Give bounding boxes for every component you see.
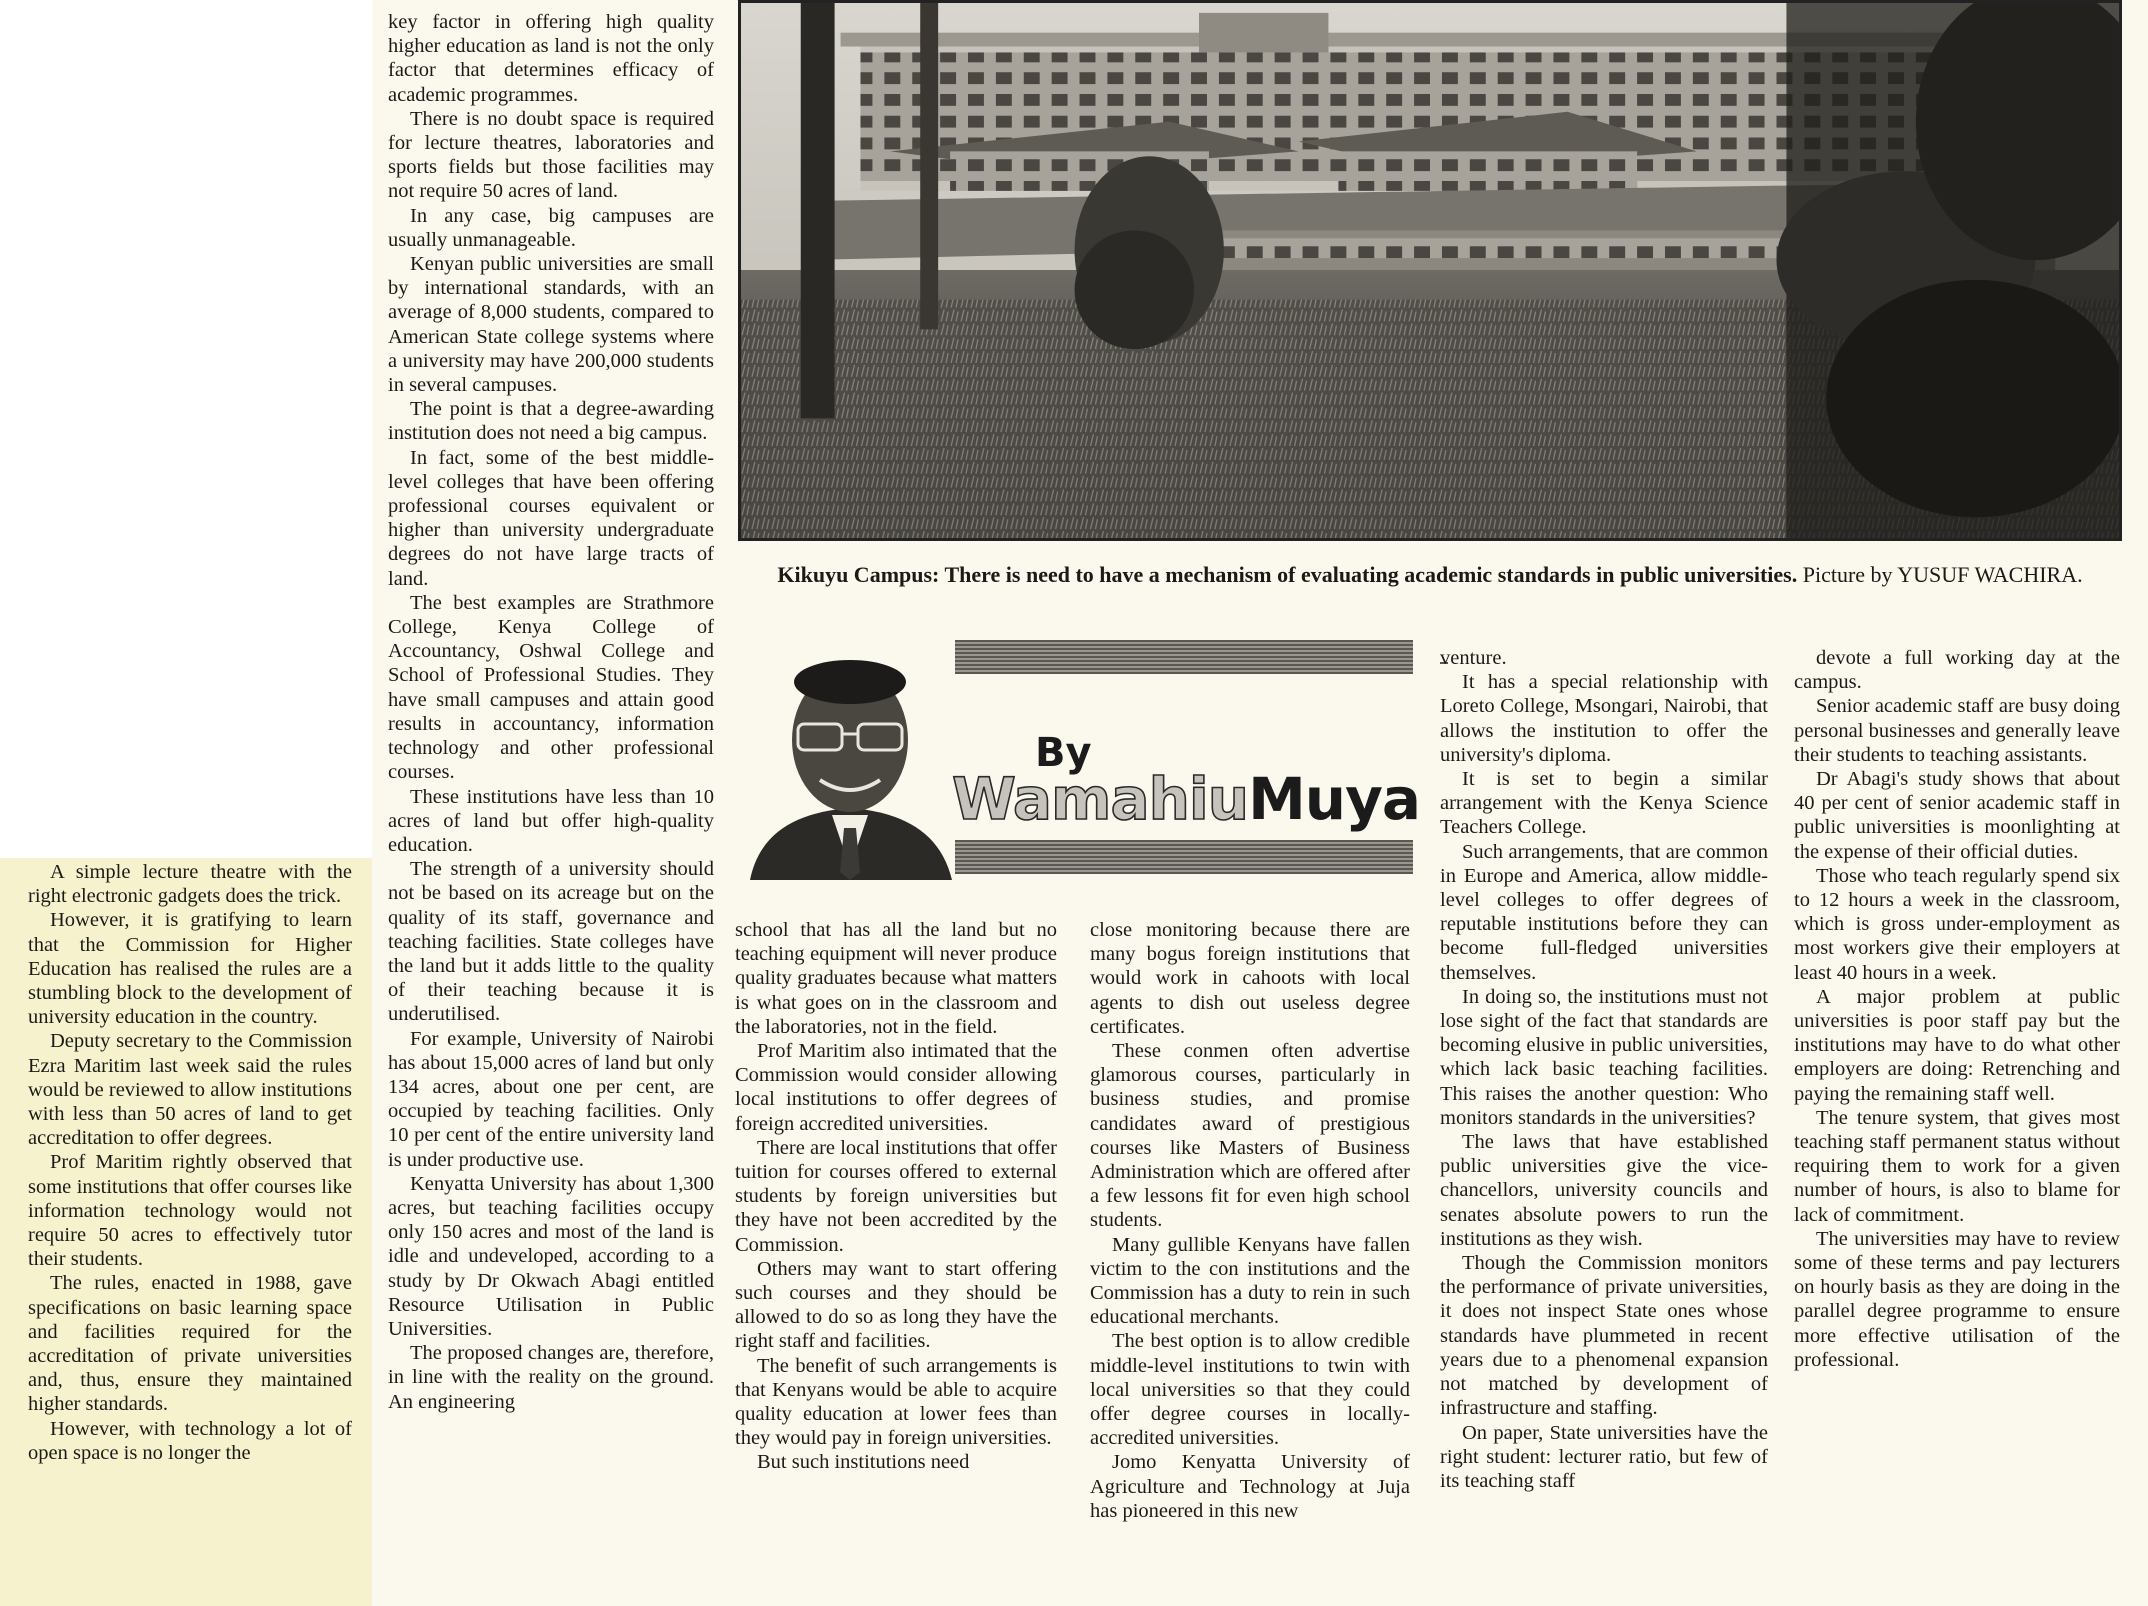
col6-paragraph: A major problem at public universities is poor staff pay but the institutions may have to do what other employers are doing: Retrenching and paying the remaining staff well. <box>1794 985 2120 1105</box>
col3-paragraph: school that has all the land but no teaching equipment will never produce quality graduates because what matters is what goes on in the classroom and the laboratories, not in the field. <box>735 919 1057 1038</box>
col4-paragraph: Jomo Kenyatta University of Agriculture and Technology at Juja has pioneered in this new <box>1090 1451 1410 1522</box>
byline-top-bar <box>955 640 1413 674</box>
photo-caption <box>738 562 2122 588</box>
col2-paragraph: There is no doubt space is required for lecture theatres, laboratories and sports fields but those facilities may not require 50 acres of land. <box>388 107 714 203</box>
column-1 <box>28 860 352 1560</box>
byline-by: By <box>1035 730 1092 776</box>
col4-paragraph: The best option is to allow credible middle-level institutions to twin with local universities so that they could offer degree courses in locally-accredited universities. <box>1090 1330 1410 1450</box>
page-margin-white <box>0 0 372 858</box>
col2-paragraph: key factor in offering high quality higher education as land is not the only factor that determines efficacy of academic programmes. <box>388 11 714 106</box>
col3-paragraph: There are local institutions that offer tuition for courses offered to external students by foreign universities but they have not been accredited by the Commission. <box>735 1136 1057 1256</box>
col3-paragraph: Others may want to start offering such courses and they should be allowed to do so as long they have the right staff and facilities. <box>735 1257 1057 1353</box>
col5-paragraph: Though the Commission monitors the performance of private universities, it does not inspect State ones whose standards have plummeted in recent years due to a phenomenal expansion not matched by development of infrastructure and staffing. <box>1440 1252 1768 1420</box>
campus-photo <box>738 0 2122 541</box>
caption-text: Kikuyu Campus: There is need to have a mechanism of evaluating academic standards in public universities. <box>777 562 1798 587</box>
col1-paragraph: Prof Maritim rightly observed that some institutions that offer courses like information technology would not require 50 acres to effectively tutor their students. <box>28 1151 352 1271</box>
col6-paragraph: Dr Abagi's study shows that about 40 per cent of senior academic staff in public universities is moonlighting at the expense of their official duties. <box>1794 768 2120 863</box>
column-2 <box>388 10 714 1560</box>
col2-paragraph: The proposed changes are, therefore, in line with the reality on the ground. An engineering <box>388 1342 714 1413</box>
campus-photo-image <box>741 3 2119 538</box>
col5-paragraph: It has a special relationship with Loreto College, Msongari, Nairobi, that allows the institution to offer the university's diploma. <box>1440 671 1768 766</box>
col6-paragraph: devote a full working day at the campus. <box>1794 647 2120 694</box>
col6-paragraph: Senior academic staff are busy doing personal businesses and generally leave their students to teaching assistants. <box>1794 695 2120 766</box>
col3-paragraph: But such institutions need <box>757 1451 970 1474</box>
col2-paragraph: The point is that a degree-awarding institution does not need a big campus. <box>388 398 714 445</box>
author-name <box>952 765 1420 833</box>
col5-paragraph: venture. <box>1440 647 1507 669</box>
col1-paragraph: Deputy secretary to the Commission Ezra Maritim last week said the rules would be reviewed to allow institutions with less than 50 acres of land to get accreditation to offer degrees. <box>28 1030 352 1150</box>
col6-paragraph: The universities may have to review some of these terms and pay lecturers on hourly basis as they are doing in the parallel degree programme to ensure more effective utilisation of the professional. <box>1794 1227 2120 1371</box>
col5-paragraph: It is set to begin a similar arrangement with the Kenya Science Teachers College. <box>1440 768 1768 839</box>
photo-credit: Picture by YUSUF WACHIRA. <box>1802 562 2083 587</box>
column-4 <box>1090 918 1410 1578</box>
col1-paragraph: However, it is gratifying to learn that the Commission for Higher Education has realised the rules are a stumbling block to the development of university education in the country. <box>28 909 352 1029</box>
col2-paragraph: In any case, big campuses are usually unmanageable. <box>388 204 714 251</box>
col3-paragraph: Prof Maritim also intimated that the Commission would consider allowing local institutions to offer degrees of foreign accredited universities. <box>735 1040 1057 1135</box>
byline <box>740 640 1421 880</box>
author-last-name: Muya <box>1248 765 1421 833</box>
col4-paragraph: close monitoring because there are many bogus foreign institutions that would work in cahoots with local agents to dish out useless degree certificates. <box>1090 919 1410 1038</box>
column-3 <box>735 918 1057 1578</box>
col6-paragraph: The tenure system, that gives most teaching staff permanent status without requiring them to work for a given number of hours, is also to blame for lack of commitment. <box>1794 1106 2120 1226</box>
col2-paragraph: In fact, some of the best middle-level colleges that have been offering professional courses equivalent or higher than university undergraduate degrees do not have large tracts of land. <box>388 446 714 590</box>
col4-paragraph: These conmen often advertise glamorous courses, particularly in business studies, and promise candidates award of prestigious courses like Masters of Business Administration which are offered after a few lessons fit for even high school students. <box>1090 1040 1410 1232</box>
col2-paragraph: These institutions have less than 10 acres of land but offer high-quality education. <box>388 785 714 856</box>
col1-paragraph: The rules, enacted in 1988, gave specifications on basic learning space and facilities required for the accreditation of private universities and, thus, ensure they maintained higher standards. <box>28 1272 352 1416</box>
col2-paragraph: Kenyan public universities are small by international standards, with an average of 8,000 students, compared to American State college systems where a university may have 200,000 students in several campuses. <box>388 253 714 397</box>
col5-paragraph: On paper, State universities have the right student: lecturer ratio, but few of its teaching staff <box>1440 1421 1768 1492</box>
col3-paragraph: The benefit of such arrangements is that Kenyans would be able to acquire quality education at lower fees than they would pay in foreign universities. <box>735 1354 1057 1450</box>
col5-paragraph: Such arrangements, that are common in Europe and America, allow middle-level colleges to offer degrees of reputable institutions before they can become full-fledged universities themselves. <box>1440 840 1768 984</box>
col1-paragraph: However, with technology a lot of open space is no longer the <box>28 1417 352 1464</box>
col5-paragraph: In doing so, the institutions must not lose sight of the fact that standards are becoming elusive in public universities, which lack basic teaching facilities. This raises the another question: Who monitors standards in the universities? <box>1440 985 1768 1129</box>
col1-paragraph: A simple lecture theatre with the right electronic gadgets does the trick. <box>28 861 352 908</box>
byline-bottom-bar <box>955 840 1413 874</box>
author-portrait <box>740 640 960 880</box>
col6-paragraph: Those who teach regularly spend six to 12 hours a week in the classroom, which is gross under-employment as most workers give their employers at least 40 hours in a week. <box>1794 864 2120 984</box>
col4-paragraph: Many gullible Kenyans have fallen victim to the con institutions and the Commission has a duty to rein in such educational merchants. <box>1090 1233 1410 1329</box>
column-6 <box>1794 646 2120 1546</box>
column-5 <box>1440 646 1768 1580</box>
col2-paragraph: The best examples are Strathmore College, Kenya College of Accountancy, Oshwal College and School of Professional Studies. They have small campuses and attain good results in accountancy, information technology and other professional courses. <box>388 591 714 784</box>
col2-paragraph: The strength of a university should not be based on its acreage but on the quality of its staff, governance and teaching facilities. State colleges have the land but it adds little to the quality of their teaching because it is underutilised. <box>388 858 714 1026</box>
col2-paragraph: Kenyatta University has about 1,300 acres, but teaching facilities occupy only 150 acres and most of the land is idle and undeveloped, according to a study by Dr Okwach Abagi entitled Resource Utilisation in Public Universities. <box>388 1172 714 1340</box>
author-first-name: Wamahiu <box>952 765 1249 833</box>
col2-paragraph: For example, University of Nairobi has about 15,000 acres of land but only 134 acres, about one per cent, are occupied by teaching facilities. Only 10 per cent of the entire university land is under productive use. <box>388 1027 714 1171</box>
col5-paragraph: The laws that have established public universities give the vice-chancellors, university councils and senates absolute powers to run the institutions as they wish. <box>1440 1131 1768 1250</box>
